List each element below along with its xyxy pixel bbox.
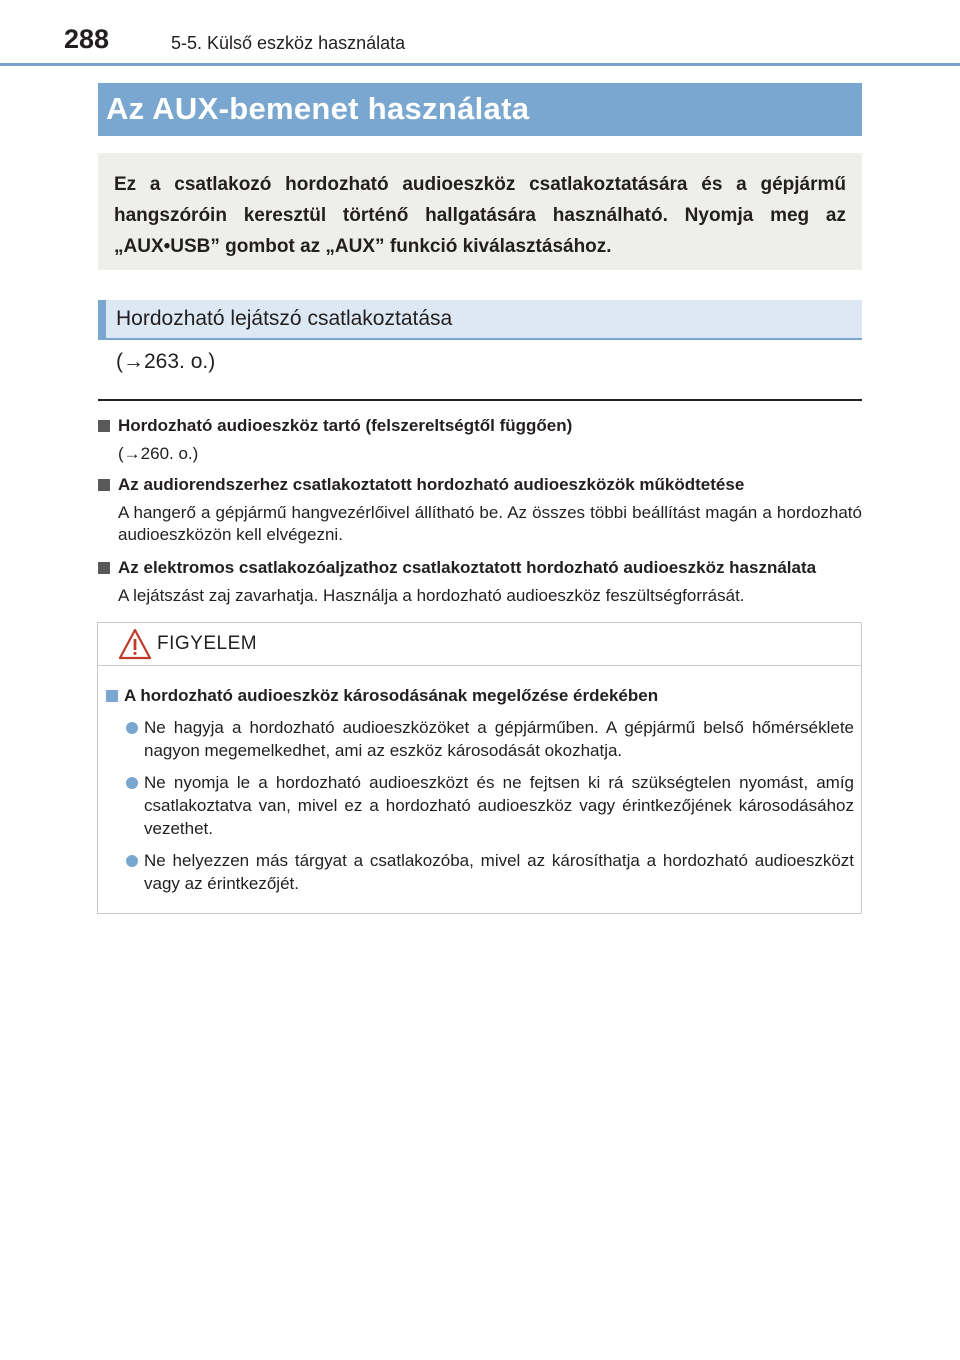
warning-bullet-text: Ne nyomja le a hordozható audioeszközt és ne fejtsen ki rá szükségtelen nyomást, amíg csatlakoztatva van, mivel ez a hordozható audioeszköz vagy érintkezőjének károsodásához vezethet. — [144, 773, 854, 838]
subsection-title: Hordozható lejátszó csatlakoztatása — [116, 307, 453, 330]
warning-label: FIGYELEM — [157, 633, 258, 654]
note-body: A lejátszást zaj zavarhatja. Használja a hordozható audioeszköz feszültségforrását. — [118, 586, 745, 605]
square-bullet-icon — [98, 479, 110, 491]
note-heading — [98, 557, 862, 579]
note-heading — [98, 415, 862, 437]
note-power-outlet — [98, 557, 862, 607]
square-bullet-icon — [106, 690, 118, 702]
divider — [98, 399, 862, 401]
round-bullet-icon — [126, 722, 138, 734]
warning-section-title-text: A hordozható audioeszköz károsodásának megelőzése érdekében — [124, 686, 659, 705]
warning-section — [106, 685, 854, 895]
note-heading-text: Hordozható audioeszköz tartó (felszereltségtől függően) — [118, 416, 573, 435]
section-reference: 5-5. Külső eszköz használata — [171, 33, 406, 53]
title-bar — [98, 83, 862, 136]
intro-box — [98, 153, 862, 270]
page-header — [0, 0, 960, 70]
warning-bullet-text: Ne hagyja a hordozható audioeszközöket a gépjárműben. A gépjármű belső hőmérséklete nagyon megemelkedhet, ami az eszköz károsodását okozhatja. — [144, 718, 854, 760]
warning-triangle-icon — [118, 628, 152, 660]
round-bullet-icon — [126, 855, 138, 867]
warning-bullet — [106, 716, 854, 762]
note-heading-text: Az elektromos csatlakozóaljzathoz csatlakoztatott hordozható audioeszköz használata — [118, 558, 817, 577]
page-title: Az AUX-bemenet használata — [106, 91, 530, 126]
round-bullet-icon — [126, 777, 138, 789]
warning-bullet — [106, 771, 854, 840]
page-number: 288 — [64, 24, 110, 54]
intro-text: Ez a csatlakozó hordozható audioeszköz csatlakoztatására és a gépjármű hangszóróin keresztül történő hallgatására használható. Nyomja meg az „AUX•USB” gombot az „AUX” funkció kiválasztásához. — [114, 174, 846, 257]
subsection-page-ref: (→263. o.) — [116, 350, 216, 373]
note-heading-text: Az audiorendszerhez csatlakoztatott hordozható audioeszközök működtetése — [118, 475, 745, 494]
note-body: (→260. o.) — [118, 444, 199, 463]
subsection-bar — [98, 300, 862, 340]
warning-bullet — [106, 849, 854, 895]
note-body: A hangerő a gépjármű hangvezérlőivel állítható be. Az összes többi beállítást magán a hordozható audioeszközön kell elvégezni. — [118, 503, 862, 544]
note-heading — [98, 474, 862, 496]
note-operation — [98, 474, 862, 546]
square-bullet-icon — [98, 562, 110, 574]
note-holder — [98, 415, 862, 465]
warning-section-title — [106, 685, 854, 707]
square-bullet-icon — [98, 420, 110, 432]
warning-bullet-text: Ne helyezzen más tárgyat a csatlakozóba, mivel az károsíthatja a hordozható audioeszközt vagy az érintkezőjét. — [144, 851, 854, 893]
warning-header — [98, 623, 861, 666]
header-rule — [0, 63, 960, 66]
warning-box — [97, 622, 862, 914]
